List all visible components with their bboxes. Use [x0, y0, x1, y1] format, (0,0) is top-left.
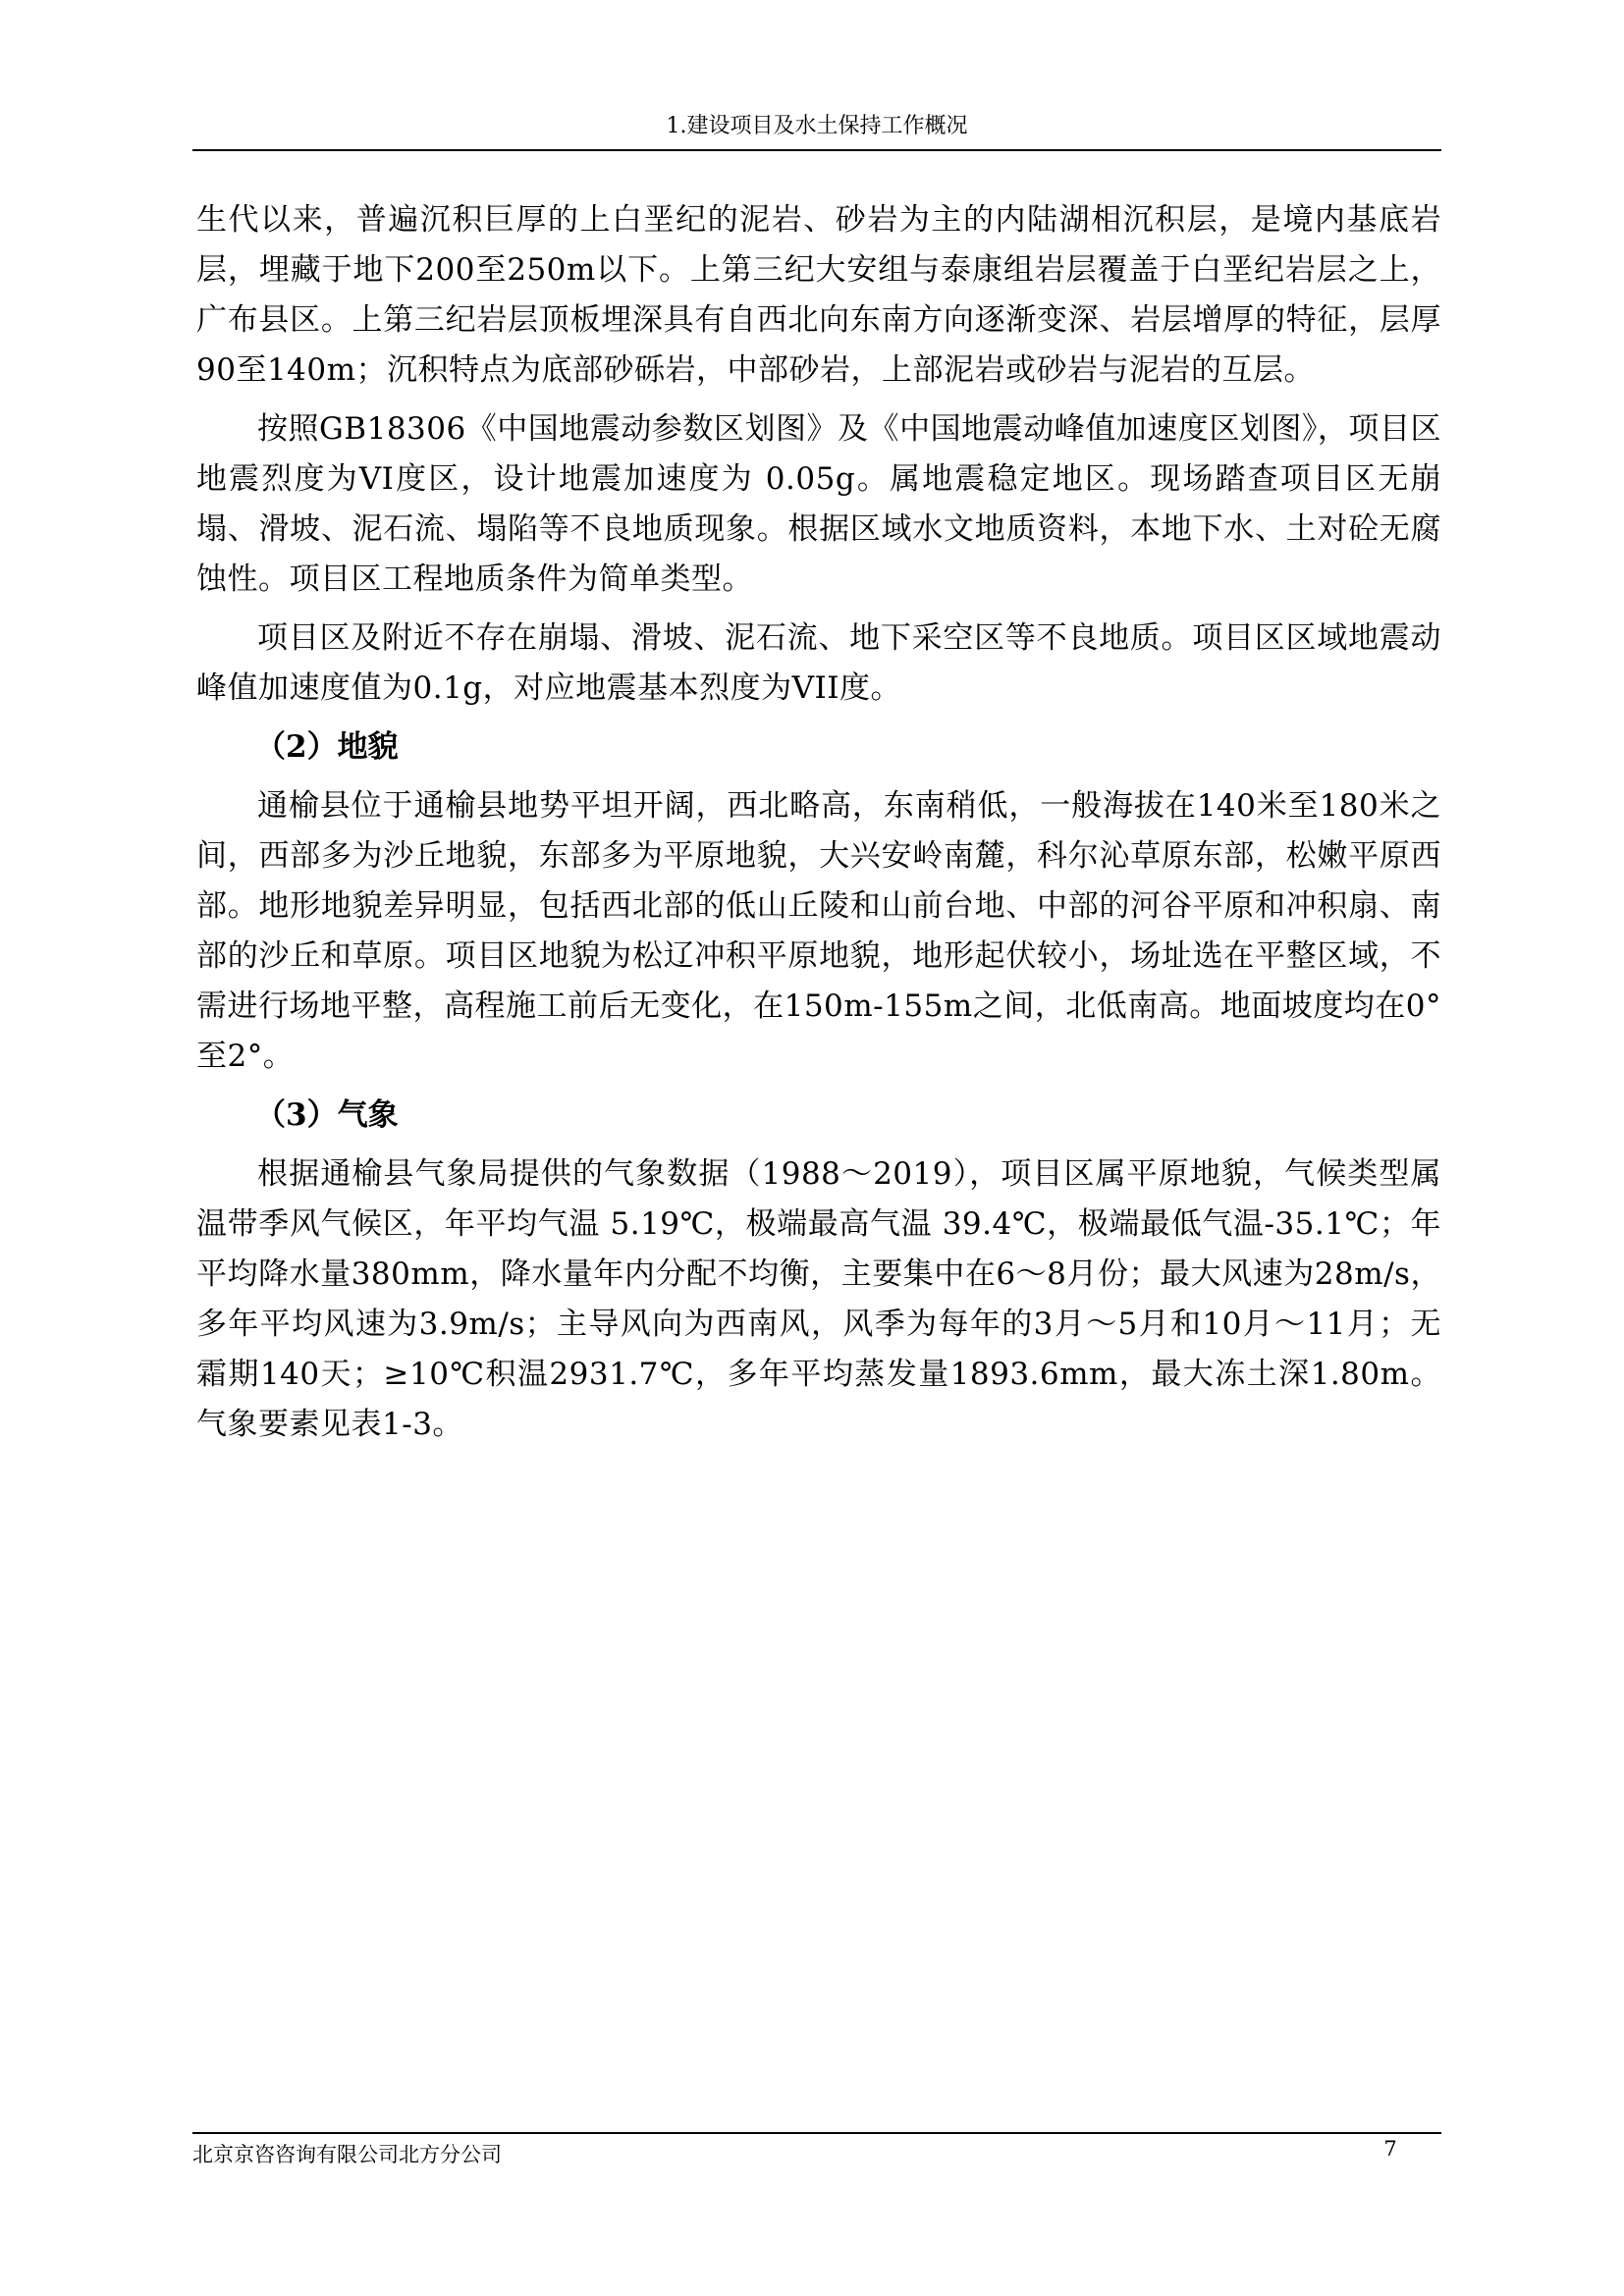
page-body [196, 195, 1441, 1450]
running-header-title: 1.建设项目及水土保持工作概况 [666, 114, 968, 138]
paragraph-seismic-zone: 按照GB18306《中国地震动参数区划图》及《中国地震动峰值加速度区划图》，项目区地震烈度为VI度区，设计地震加速度为 0.05g。属地震稳定地区。现场踏查项目区无崩塌、滑坡、泥石流、塌陷等不良地质现象。根据区域水文地质资料，本地下水、土对砼无腐蚀性。项目区工程地质条件为简单类型。 [196, 411, 1441, 597]
page-number: 7 [1383, 2137, 1397, 2161]
footer-company-name: 北京京咨咨询有限公司北方分公司 [192, 2143, 502, 2166]
section-heading-landform: （2）地貌 [255, 729, 399, 765]
paragraph-geology-continued: 生代以来，普遍沉积巨厚的上白垩纪的泥岩、砂岩为主的内陆湖相沉积层，是境内基底岩层，埋藏于地下200至250m以下。上第三纪大安组与泰康组岩层覆盖于白垩纪岩层之上，广布县区。上第三纪岩层顶板埋深具有自西北向东南方向逐渐变深、岩层增厚的特征，层厚90至140m；沉积特点为底部砂砾岩，中部砂岩，上部泥岩或砂岩与泥岩的互层。 [196, 202, 1441, 388]
paragraph-weather: 根据通榆县气象局提供的气象数据（1988～2019），项目区属平原地貌，气候类型属温带季风气候区，年平均气温 5.19℃，极端最高气温 39.4℃，极端最低气温-35.1℃；年平均降水量380mm，降水量年内分配不均衡，主要集中在6～8月份；最大风速为28m/s，多年平均风速为3.9m/s；主导风向为西南风，风季为每年的3月～5月和10月～11月；无霜期140天；≥10℃积温2931.7℃，多年平均蒸发量1893.6mm，最大冻土深1.80m。气象要素见表1-3。 [196, 1156, 1441, 1442]
header-divider [192, 149, 1441, 151]
paragraph-landform: 通榆县位于通榆县地势平坦开阔，西北略高，东南稍低，一般海拔在140米至180米之间，西部多为沙丘地貌，东部多为平原地貌，大兴安岭南麓，科尔沁草原东部，松嫩平原西部。地形地貌差异明显，包括西北部的低山丘陵和山前台地、中部的河谷平原和冲积扇、南部的沙丘和草原。项目区地貌为松辽冲积平原地貌，地形起伏较小，场址选在平整区域，不需进行场地平整，高程施工前后无变化，在150m-155m之间，北低南高。地面坡度均在0°至2°。 [196, 788, 1441, 1074]
section-heading-weather: （3）气象 [255, 1097, 399, 1133]
paragraph-seismic-intensity: 项目区及附近不存在崩塌、滑坡、泥石流、地下采空区等不良地质。项目区区域地震动峰值加速度值为0.1g，对应地震基本烈度为VII度。 [196, 620, 1441, 706]
footer-divider [192, 2132, 1441, 2134]
paragraph-gap [196, 605, 1441, 614]
paragraph-gap [196, 396, 1441, 404]
